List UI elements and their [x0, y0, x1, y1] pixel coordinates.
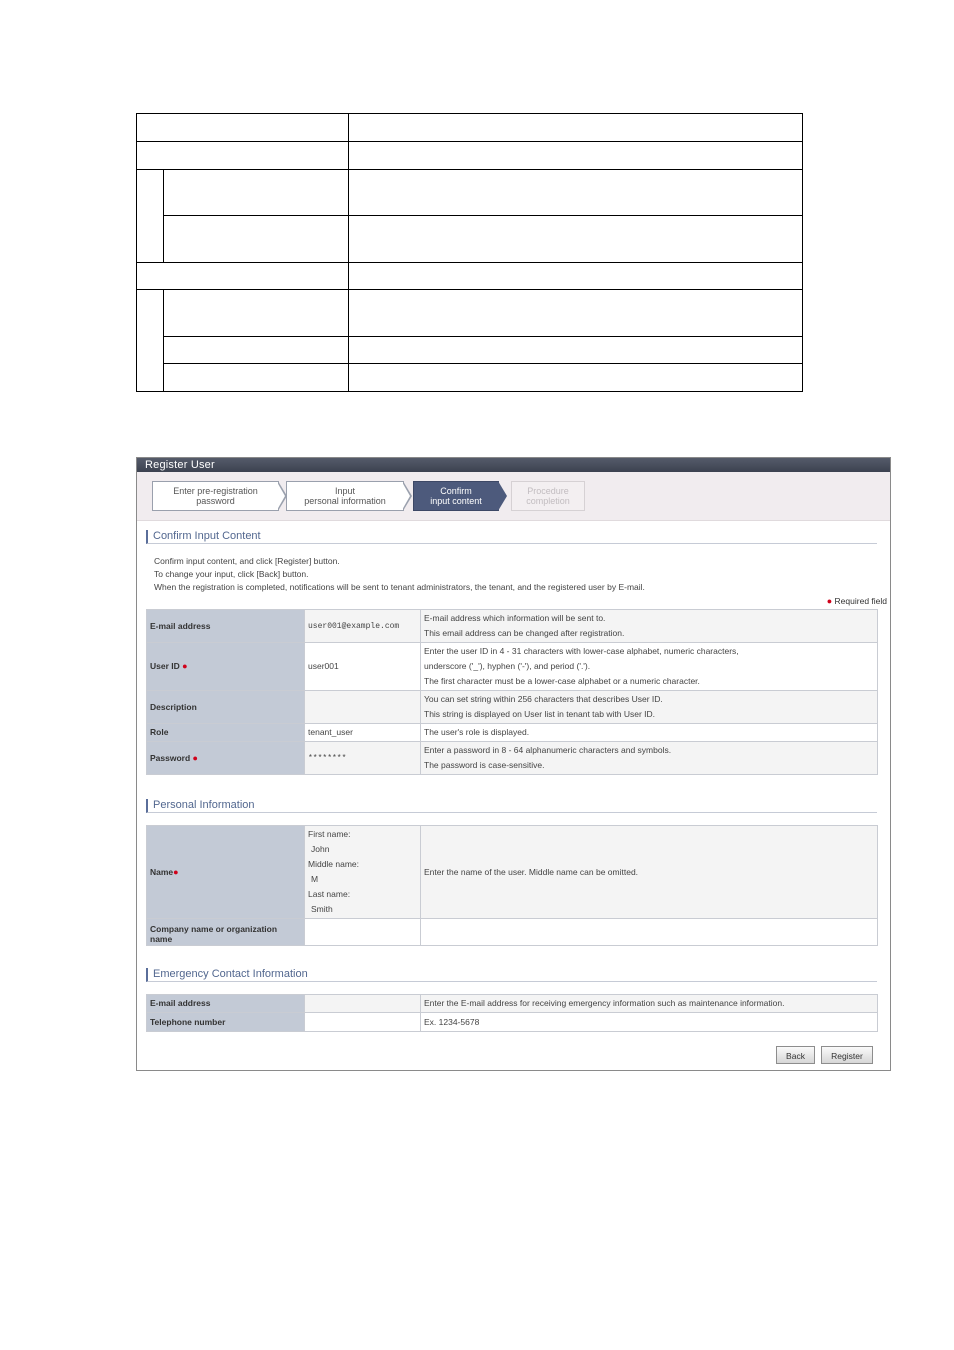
description-line: The user's role is displayed.	[424, 727, 530, 737]
back-button[interactable]: Back	[776, 1046, 815, 1064]
required-mark-icon: ●	[173, 866, 179, 877]
field-value	[305, 826, 421, 919]
table-row	[147, 826, 878, 919]
description-line: The first character must be a lower-case alphabet or a numeric character.	[424, 676, 700, 686]
field-value: user001	[305, 643, 421, 691]
step-confirm-input	[413, 481, 499, 511]
field-label: User ID	[150, 661, 180, 671]
intro-text	[154, 555, 645, 594]
field-value	[305, 691, 421, 724]
field-description	[421, 724, 878, 742]
step-label: input content	[430, 496, 482, 506]
intro-line: To change your input, click [Back] button.	[154, 569, 309, 579]
field-label: Company name or organization name	[147, 919, 305, 946]
table-row	[147, 742, 878, 775]
field-value	[305, 995, 421, 1013]
field-description: Enter the E-mail address for receiving emergency information such as maintenance information.	[421, 995, 878, 1013]
field-description: Enter the name of the user. Middle name can be omitted.	[421, 826, 878, 919]
description-line: Enter the user ID in 4 - 31 characters with lower-case alphabet, numeric characters,	[424, 646, 739, 656]
dialog-title: Register User	[137, 458, 890, 472]
field-description: Ex. 1234-5678	[421, 1013, 878, 1032]
description-line: E-mail address which information will be sent to.	[424, 613, 606, 623]
table-row	[147, 724, 878, 742]
confirm-table	[146, 609, 878, 775]
intro-line: When the registration is completed, notifications will be sent to tenant administrators, the tenant, and the registered user by E-mail.	[154, 582, 645, 592]
field-value	[305, 1013, 421, 1032]
name-line: Middle name:	[308, 859, 360, 869]
step-label: Enter pre-registration	[173, 486, 258, 496]
table-row	[147, 919, 878, 946]
table-row	[147, 643, 878, 691]
name-line: John	[311, 844, 330, 854]
field-description	[421, 919, 878, 946]
description-line: This string is displayed on User list in tenant tab with User ID.	[424, 709, 656, 719]
table-row	[147, 995, 878, 1013]
field-description	[421, 742, 878, 775]
emergency-contact-table	[146, 994, 878, 1032]
field-label-cell	[147, 643, 305, 691]
description-line: underscore ('_'), hyphen ('-'), and period ('.').	[424, 661, 591, 671]
register-button[interactable]: Register	[821, 1046, 873, 1064]
step-label: Procedure	[527, 486, 569, 496]
field-label-cell	[147, 826, 305, 919]
required-mark-icon: ●	[192, 752, 198, 763]
field-label: Description	[147, 691, 305, 724]
table-row	[147, 691, 878, 724]
required-mark-icon: ●	[182, 661, 188, 671]
step-procedure-completion	[511, 481, 585, 511]
step-label: Input	[334, 486, 356, 496]
required-field-label: Required field	[834, 596, 887, 606]
name-line: First name:	[308, 829, 351, 839]
field-value: ********	[305, 742, 421, 775]
field-value: tenant_user	[305, 724, 421, 742]
section-title-emergency: Emergency Contact Information	[146, 968, 877, 982]
description-line: This email address can be changed after registration.	[424, 628, 625, 638]
field-label: Password	[150, 752, 191, 763]
description-line: You can set string within 256 characters that describes User ID.	[424, 694, 663, 704]
table-row	[147, 1013, 878, 1032]
step-arrow-icon	[403, 481, 412, 511]
field-label: Name	[150, 866, 174, 877]
required-field-note	[827, 596, 887, 606]
step-enter-password	[152, 481, 279, 511]
step-label: personal information	[304, 496, 386, 506]
table-row	[147, 610, 878, 643]
field-description	[421, 610, 878, 643]
name-line: M	[311, 874, 319, 884]
register-user-dialog	[136, 457, 891, 1071]
step-label: Confirm	[440, 486, 472, 496]
required-mark-icon: ●	[826, 596, 833, 606]
description-line: Enter a password in 8 - 64 alphanumeric characters and symbols.	[424, 745, 672, 755]
field-value	[305, 919, 421, 946]
field-label: E-mail address	[147, 610, 305, 643]
field-label: Telephone number	[147, 1013, 305, 1032]
wizard-steps	[137, 472, 890, 521]
field-label: E-mail address	[147, 995, 305, 1013]
description-line: The password is case-sensitive.	[424, 760, 545, 770]
personal-info-table	[146, 825, 878, 946]
field-description	[421, 691, 878, 724]
field-value: user001@example.com	[305, 610, 421, 643]
step-label: completion	[526, 496, 570, 506]
step-arrow-icon	[498, 481, 507, 511]
section-title-personal: Personal Information	[146, 799, 877, 813]
section-title-confirm: Confirm Input Content	[146, 530, 877, 544]
name-line: Last name:	[308, 889, 351, 899]
empty-reference-table	[136, 113, 803, 392]
name-line: Smith	[311, 904, 333, 914]
intro-line: Confirm input content, and click [Register] button.	[154, 556, 340, 566]
field-label-cell	[147, 742, 305, 775]
step-label: password	[196, 496, 235, 506]
step-input-personal-info	[286, 481, 404, 511]
field-label: Role	[147, 724, 305, 742]
field-description	[421, 643, 878, 691]
